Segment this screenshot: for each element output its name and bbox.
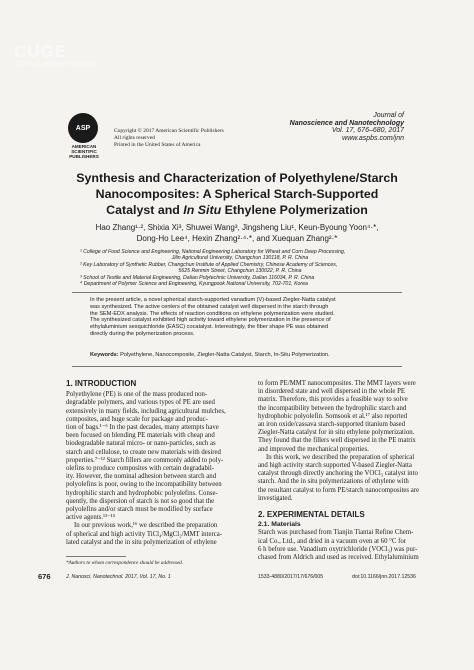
- body-line: olefins to produce composites with certain degradabil-: [66, 465, 214, 473]
- journal-volume: Vol. 17, 676–680, 2017: [331, 127, 404, 134]
- abstract: [90, 297, 390, 338]
- footer-issn: 1533-4880/2017/17/676/005: [258, 574, 324, 580]
- left-column: [66, 380, 240, 547]
- affiliation-line: ² Key Laboratory of Synthetic Rubber, Changchun Institute of Applied Chemistry, Chinese Academy of Sciences,: [80, 261, 338, 268]
- journal-name: Nanoscience and Nanotechnology: [289, 119, 404, 127]
- body-line: matrix. Therefore, this provides a feasible way to solve: [258, 396, 408, 404]
- body-line: lated catalyst and the in situ polymerization of ethylene: [66, 538, 217, 546]
- body-line: ical Co., Ltd., and dried in a vacuum oven at 60 °C for: [258, 537, 407, 545]
- body-line: biodegradable natural micro- or nano-particles, such as: [66, 440, 216, 448]
- right-column: [258, 380, 432, 562]
- body-line: They found that the fillers well dispersed in the PE matrix: [258, 437, 416, 445]
- footer-journal-ref: J. Nanosci. Nanotechnol. 2017, Vol. 17, No. 1: [66, 574, 171, 580]
- body-line: extensively in many fields, including agricultural mulches,: [66, 407, 226, 415]
- body-line: composites, and huge scale for package and produc-: [66, 415, 208, 423]
- author-line: Dong-Ho Lee⁴, Hexin Zhang²·⁴·*, and Xuequan Zhang²·*: [136, 234, 338, 243]
- body-line: and improved the mechanical properties.: [258, 445, 369, 453]
- body-line: In our previous work,¹⁶ we described the preparation: [74, 522, 218, 530]
- body-line: Polyethylene (PE) is one of the mass produced non-: [66, 391, 208, 399]
- body-line: active agents.¹³⁻¹⁵: [66, 514, 116, 522]
- section-heading: 2. EXPERIMENTAL DETAILS: [258, 510, 365, 520]
- author-line: Hao Zhang¹·², Shixia Xi³, Shuwei Wang³, Jingsheng Liu¹, Keun-Byoung Yoon⁴·*,: [95, 223, 379, 232]
- body-line: Starch was purchased from Tianjin Tiantai Refine Chem-: [258, 529, 414, 537]
- publisher-logo: [68, 113, 98, 143]
- body-line: and high activity starch supported V-based Ziegler-Natta: [258, 462, 412, 470]
- affiliation-line: 5625 Renmin Street, Changchun 130022, P. R. China: [178, 268, 302, 275]
- title-line: Synthesis and Characterization of Polyethylene/Starch: [76, 171, 398, 185]
- body-line: been focused on blending PE materials with cheap and: [66, 432, 215, 440]
- abstract-line: was synthesized. The active centers of the obtained catalyst well dispersed in the starch through: [90, 303, 329, 310]
- title-italic: In Situ: [183, 203, 222, 217]
- body-line: polyolefins is poor, owing to the incompatibility between: [66, 481, 222, 489]
- abstract-line: ethylaluminium sesquichloride (EASC) cocatalyst. Interestingly, the fiber shape PE was obtained: [90, 324, 329, 331]
- title-line: [72, 202, 402, 218]
- body-line: investigated.: [258, 494, 293, 502]
- publisher-name: AMERICAN SCIENTIFIC PUBLISHERS: [69, 144, 99, 159]
- body-line: 6 h before use. Vanadium oxytrichloride (VOCl₃) was pur-: [258, 545, 418, 553]
- copyright-line: Printed in the United States of America: [114, 142, 201, 148]
- affiliation-line: ³ School of Textile and Material Engineering, Dalian Polytechnic University, Dalian 116034, P. R. China: [80, 274, 315, 281]
- body-line: polyolefins and/or starch must be modified by surface: [66, 506, 213, 514]
- body-line: quently, the dispersion of starch is not so good that the: [66, 497, 215, 505]
- copyright-block: [114, 128, 224, 149]
- body-line: hydrophilic starch and hydrophobic polyolefins. Conse-: [66, 489, 218, 497]
- body-line: Ziegler-Natta catalyst for in situ ethylene polymerization.: [258, 429, 415, 437]
- body-line: an iron oxide/cassava starch-supported titanium based: [258, 421, 406, 429]
- journal-prefix: Journal of: [373, 112, 404, 119]
- body-line: the incompatibility between the hydrophilic starch and: [258, 404, 407, 412]
- body-line: degradable polymers, and various types of PE are used: [66, 399, 215, 407]
- divider: [72, 292, 402, 293]
- footnote: *Authors to whom correspondence should be addressed.: [66, 560, 184, 566]
- body-line: properties.⁷⁻¹² Starch fillers are commonly added to poly-: [66, 456, 224, 464]
- page-number: 676: [38, 572, 51, 581]
- footer-doi: doi:10.1166/jnn.2017.12536: [352, 574, 416, 580]
- title-line: Nanocomposites: A Spherical Starch-Supported: [95, 187, 379, 201]
- author-list: [72, 222, 402, 244]
- section-heading: 1. INTRODUCTION: [66, 379, 137, 388]
- body-line: of spherical and high activity TiCl₄/MgCl₂/MMT interca-: [66, 530, 223, 538]
- journal-info: [290, 112, 404, 142]
- watermark-brand: CUGE: [14, 42, 68, 61]
- journal-url: www.aspbs.com/jnn: [342, 134, 404, 142]
- body-line: catalyst through directly anchoring the VOCl₃ catalyst into: [258, 470, 418, 478]
- title-text: Ethylene Polymerization: [221, 203, 368, 217]
- copyright-line: All rights reserved: [114, 135, 155, 141]
- paper-title: [72, 170, 402, 218]
- body-line: in disordered state and well dispersed in the whole PE: [258, 388, 406, 396]
- body-line: ity. However, the nominal adhesion between starch and: [66, 473, 217, 481]
- keywords-text: Polyethylene, Nanocomposite, Ziegler-Natta Catalyst, Starch, In-Situ Polymerization.: [120, 352, 330, 358]
- body-line: starch. And the in situ polymerizations of ethylene with: [258, 478, 409, 486]
- body-line: hydrophobic polyolefin. Somsook et al.¹⁷ also reported: [258, 412, 408, 420]
- affiliations: [80, 249, 400, 287]
- body-line: In this work, we described the preparation of spherical: [266, 453, 415, 461]
- abstract-line: The synthesized catalyst exhibited high activity toward ethylene polymerization in the presence of: [90, 317, 331, 324]
- affiliation-line: ¹ College of Food Science and Engineering, National Engineering Laboratory for Wheat and Corn Deep Processing,: [80, 249, 346, 255]
- subsection-heading: 2.1. Materials: [258, 521, 301, 529]
- body-line: the resultant catalyst to form PE/starch nanocomposites are: [258, 486, 420, 494]
- affiliation-line: ⁴ Department of Polymer Science and Engineering, Kyungpook National University, 702-701, Korea: [80, 281, 308, 288]
- title-text: Catalyst and: [106, 203, 184, 217]
- watermark: [14, 42, 126, 76]
- abstract-line: directly during the polymerization process.: [90, 330, 195, 337]
- body-line: chased from Aldrich and used as received. Ethylaluminium: [258, 554, 419, 562]
- affiliation-line: Jilin Agricultural University, Changchun 130118, P. R. China: [171, 255, 309, 262]
- abstract-line: In the present article, a novel spherical starch-supported vanadium (V)-based Ziegler-Natta catalyst: [90, 297, 336, 303]
- body-line: tion of bags.¹⁻⁶ In the past decades, many attempts have: [66, 424, 219, 432]
- divider: [72, 366, 402, 367]
- keywords-label: Keywords:: [90, 352, 119, 358]
- abstract-line: the SEM-EDX analysis. The effects of reaction conditions on ethylene polymerization were studied.: [90, 310, 335, 317]
- watermark-tagline: Chemical Information Network: [14, 62, 95, 68]
- copyright-line: Copyright © 2017 American Scientific Publishers: [114, 128, 224, 134]
- logo-text: ASP: [75, 124, 91, 132]
- body-line: to form PE/MMT nanocomposites. The MMT layers were: [258, 380, 416, 387]
- body-line: starch and cellulose, to create new materials with desired: [66, 448, 221, 456]
- footnote-rule: [66, 556, 126, 557]
- keywords: [90, 352, 390, 359]
